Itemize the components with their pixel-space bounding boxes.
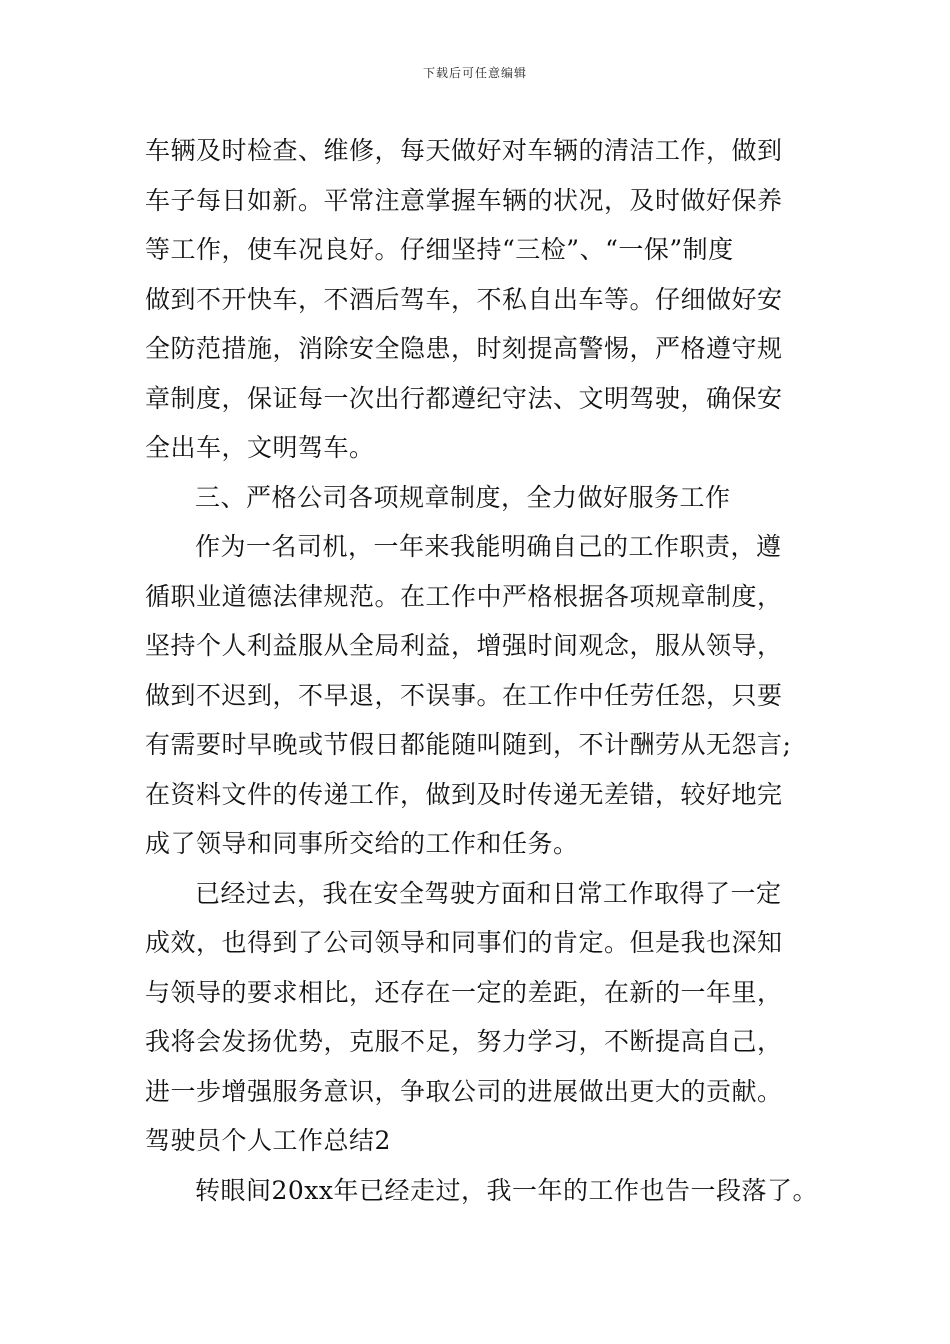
text-line: 在资料文件的传递工作，做到及时传递无差错，较好地完	[145, 779, 783, 809]
document-body	[145, 126, 835, 1215]
paragraph-first-line: 已经过去，我在安全驾驶方面和日常工作取得了一定	[195, 878, 782, 908]
text-line: 进一步增强服务意识，争取公司的进展做出更大的贡献。	[145, 1076, 783, 1106]
document-title: 驾驶员个人工作总结2	[145, 1126, 391, 1155]
text-line: 全出车，文明驾车。	[145, 433, 375, 462]
text-line: 车辆及时检查、维修，每天做好对车辆的清洁工作，做到	[145, 136, 783, 165]
text-line: 全防范措施，消除安全隐患，时刻提高警惕，严格遵守规	[145, 334, 783, 363]
text-line: 车子每日如新。平常注意掌握车辆的状况，及时做好保养	[145, 185, 783, 215]
paragraph-first-line: 作为一名司机，一年来我能明确自己的工作职责，遵	[195, 532, 782, 561]
text-line: 坚持个人利益服从全局利益，增强时间观念，服从领导，	[145, 631, 783, 660]
text-line: 我将会发扬优势，克服不足，努力学习，不断提高自己，	[145, 1027, 783, 1056]
paragraph-first-line: 转眼间20xx年已经走过，我一年的工作也告一段落了。	[195, 1175, 819, 1205]
section-heading: 三、严格公司各项规章制度，全力做好服务工作	[195, 482, 731, 512]
text-line: 等工作，使车况良好。仔细坚持“三检”、“一保”制度	[145, 235, 734, 264]
text-line: 成了领导和同事所交给的工作和任务。	[145, 829, 579, 858]
text-line: 做到不迟到，不早退，不误事。在工作中任劳任怨，只要	[145, 680, 783, 710]
text-line: 循职业道德法律规范。在工作中严格根据各项规章制度，	[145, 581, 783, 611]
text-line: 成效，也得到了公司领导和同事们的肯定。但是我也深知	[145, 928, 783, 957]
text-line: 章制度，保证每一次出行都遵纪守法、文明驾驶，确保安	[145, 383, 783, 413]
text-line: 做到不开快车，不酒后驾车，不私自出车等。仔细做好安	[145, 284, 783, 314]
text-line: 与领导的要求相比，还存在一定的差距，在新的一年里，	[145, 977, 783, 1007]
text-line: 有需要时早晚或节假日都能随叫随到，不计酬劳从无怨言;	[145, 730, 792, 759]
page-header-note: 下载后可任意编辑	[422, 66, 527, 80]
